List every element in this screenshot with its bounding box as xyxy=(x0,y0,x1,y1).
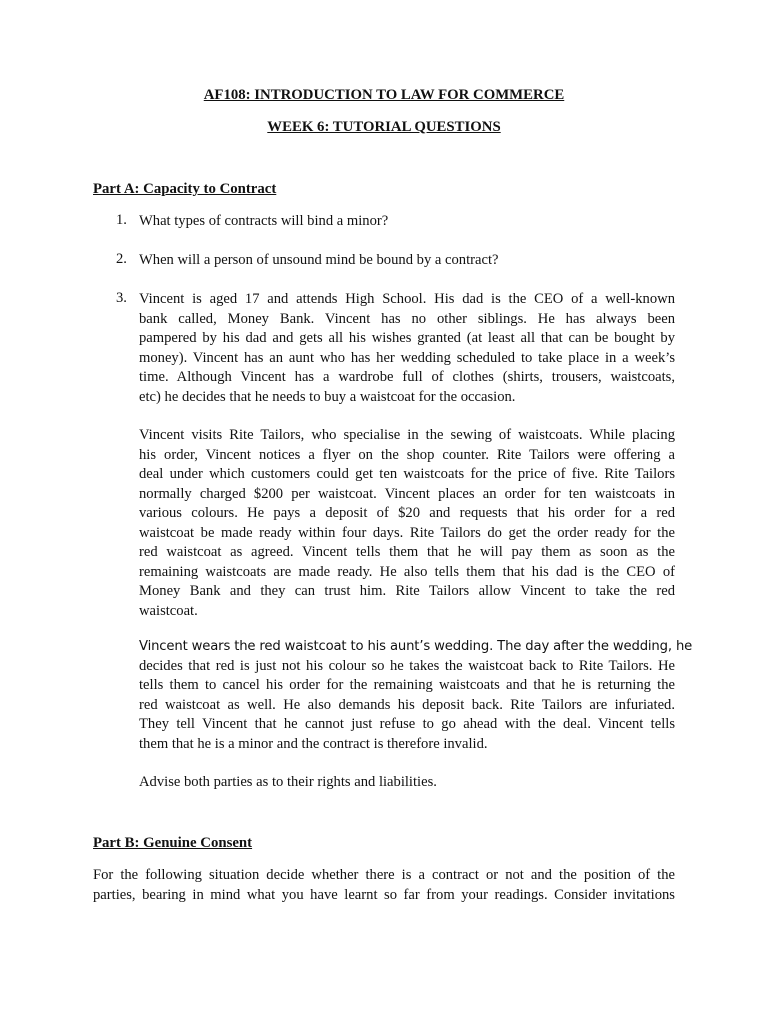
paragraph-2-line: waistcoat. xyxy=(139,602,198,619)
part-a-heading: Part A: Capacity to Contract xyxy=(93,181,277,197)
question-3-line: time. Although Vincent has a wardrobe full of clothes (shirts, trousers, waistcoats, xyxy=(139,369,675,385)
question-3-line: etc) he decides that he needs to buy a waistcoat for the occasion. xyxy=(139,388,516,405)
question-2-text: When will a person of unsound mind be bound by a contract? xyxy=(139,252,499,268)
paragraph-2-line: various colours. He pays a deposit of $20 and requests that his order for a red xyxy=(139,505,675,521)
paragraph-2-line: remaining waistcoats are made ready. He also tells them that his dad is the CEO of xyxy=(139,563,675,580)
paragraph-2-line: his order, Vincent notices a flyer on the shop counter. Rite Tailors were offering a xyxy=(139,446,675,463)
question-3-line: money). Vincent has an aunt who has her wedding scheduled to take place in a week’s xyxy=(139,349,675,366)
question-1-number: 1. xyxy=(116,212,127,228)
paragraph-2-line: Vincent visits Rite Tailors, who specialise in the sewing of waistcoats. While placing xyxy=(139,427,675,443)
paragraph-3-line: They tell Vincent that he cannot just refuse to go ahead with the deal. Vincent tells xyxy=(139,716,675,732)
paragraph-3-line: them that he is a minor and the contract is therefore invalid. xyxy=(139,735,488,752)
paragraph-3-line: decides that red is just not his colour so he takes the waistcoat back to Rite Tailors. He xyxy=(139,657,675,674)
advise-text: Advise both parties as to their rights and liabilities. xyxy=(139,774,437,790)
question-3-line: pampered by his dad and gets all his wishes granted (at least all that can be bought by xyxy=(139,330,675,346)
part-b-line: parties, bearing in mind what you have learnt so far from your readings. Consider invitations xyxy=(93,886,675,903)
paragraph-2-line: deal under which customers could get ten waistcoats for the price of five. Rite Tailors xyxy=(139,466,675,482)
document-title: AF108: INTRODUCTION TO LAW FOR COMMERCE xyxy=(203,87,565,103)
paragraph-3-line: Vincent wears the red waistcoat to his aunt’s wedding. The day after the wedding, he xyxy=(139,639,693,654)
paragraph-2-line: normally charged $200 per waistcoat. Vincent places an order for ten waistcoats in xyxy=(139,485,675,502)
question-3-line: Vincent is aged 17 and attends High School. His dad is the CEO of a well-known xyxy=(139,291,675,307)
paragraph-2-line: waistcoat be made ready within four days. Rite Tailors do get the order ready for the xyxy=(139,524,675,541)
question-2-number: 2. xyxy=(116,251,127,267)
part-b-heading: Part B: Genuine Consent xyxy=(93,835,253,851)
question-3-number: 3. xyxy=(116,290,127,306)
part-b-line: For the following situation decide whether there is a contract or not and the position of the xyxy=(93,867,675,883)
document-subtitle: WEEK 6: TUTORIAL QUESTIONS xyxy=(267,119,501,135)
paragraph-3-line: tells them to cancel his order for the remaining waistcoats and that he is returning the xyxy=(139,677,675,693)
paragraph-2-line: Money Bank and they can trust him. Rite Tailors allow Vincent to take the red xyxy=(139,583,675,599)
paragraph-3-line: red waistcoat as well. He also demands his deposit back. Rite Tailors are infuriated. xyxy=(139,696,675,713)
question-1-text: What types of contracts will bind a minor? xyxy=(139,213,389,229)
question-3-line: bank called, Money Bank. Vincent has no other siblings. He has always been xyxy=(139,310,675,327)
paragraph-2-line: red waistcoat as agreed. Vincent tells them that he will pay them as soon as the xyxy=(139,544,675,560)
